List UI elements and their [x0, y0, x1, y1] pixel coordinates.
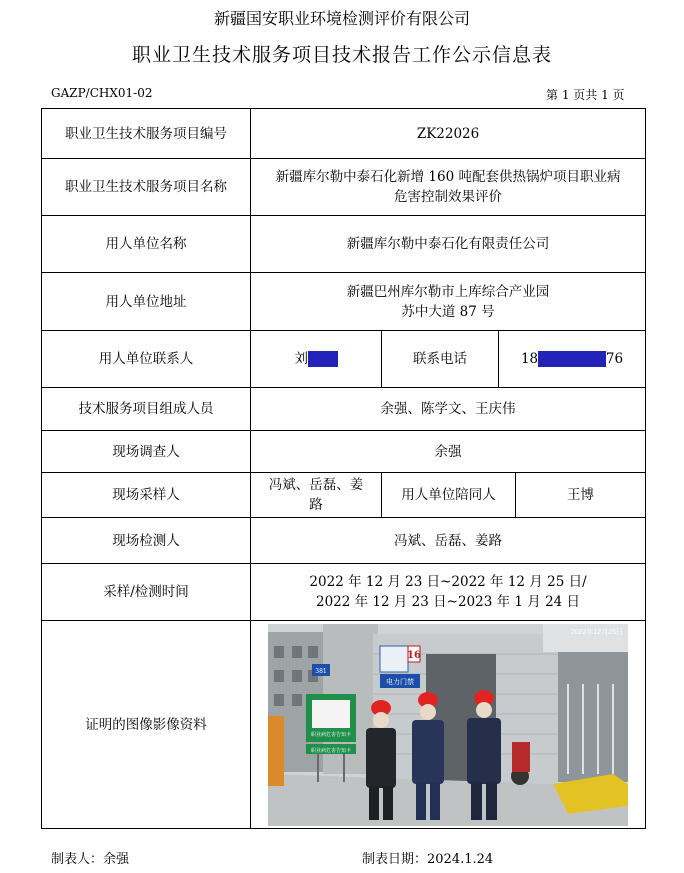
sampler-line2: 路 — [309, 497, 323, 513]
employer-address-label: 用人单位地址 — [42, 273, 251, 331]
contact-name-redaction: ■■ — [309, 351, 336, 367]
worker-1-coat — [366, 728, 396, 788]
phone-value — [499, 331, 646, 388]
row-time — [42, 564, 646, 621]
prepare-date: 制表日期：2024.1.24 — [362, 852, 494, 867]
image-label: 证明的图像影像资料 — [42, 621, 251, 829]
phone-redaction: ■■■■■ — [540, 351, 604, 367]
employer-name-label: 用人单位名称 — [42, 216, 251, 273]
form-title: 职业卫生技术服务项目技术报告工作公示信息表 — [131, 44, 552, 66]
document-number: GAZP/CHX01-02 — [51, 86, 153, 100]
gate-number: 16 — [407, 649, 421, 661]
row-project-name — [42, 159, 646, 216]
employer-address-line1: 新疆巴州库尔勒市上库综合产业园 — [346, 283, 550, 300]
project-name-value — [251, 159, 646, 216]
escort-label: 用人单位陪同人 — [382, 473, 516, 518]
worker-2-face — [420, 704, 436, 720]
green-sign-caption: 职业病危害告知卡 — [311, 731, 352, 738]
motorbike — [512, 742, 530, 772]
employer-name-value: 新疆库尔勒中泰石化有限责任公司 — [251, 216, 646, 273]
gate-info-board — [380, 646, 408, 672]
row-project-no — [42, 109, 646, 159]
preparer: 制表人：余强 — [51, 852, 130, 867]
worker-2-uniform — [412, 720, 444, 784]
photo-timestamp: 2022年12月25日 — [570, 628, 624, 636]
time-value — [251, 564, 646, 621]
project-name-line1: 新疆库尔勒中泰石化新增 160 吨配套供热锅炉项目职业病 — [275, 169, 621, 185]
row-contact — [42, 331, 646, 388]
employer-address-value — [251, 273, 646, 331]
row-employer-name — [42, 216, 646, 273]
escort-value: 王博 — [516, 473, 646, 518]
phone-label: 联系电话 — [382, 331, 499, 388]
worker-3-uniform — [467, 718, 501, 784]
phone-suffix: 76 — [605, 351, 624, 367]
surveyor-label: 现场调查人 — [42, 431, 251, 473]
blue-sign-text: 电力门禁 — [386, 677, 415, 686]
row-image — [42, 621, 646, 829]
contact-label: 用人单位联系人 — [42, 331, 251, 388]
contact-name-visible: 刘 — [294, 351, 308, 367]
image-cell — [251, 621, 646, 829]
row-tester — [42, 518, 646, 564]
tester-label: 现场检测人 — [42, 518, 251, 564]
team-value: 余强、陈学文、王庆伟 — [251, 388, 646, 431]
time-line1: 2022 年 12 月 23 日~2022 年 12 月 25 日/ — [309, 574, 587, 590]
time-label: 采样/检测时间 — [42, 564, 251, 621]
green-sign-lower-caption: 职业病危害告知卡 — [311, 747, 352, 754]
worker-1-face — [373, 712, 389, 728]
row-sampler — [42, 473, 646, 518]
sampler-line1: 冯斌、岳磊、姜 — [268, 477, 364, 493]
sampler-label: 现场采样人 — [42, 473, 251, 518]
project-name-line2: 危害控制效果评价 — [394, 189, 503, 205]
tester-value: 冯斌、岳磊、姜路 — [251, 518, 646, 564]
row-employer-address — [42, 273, 646, 331]
contact-name-value — [251, 331, 382, 388]
orange-pillar — [268, 716, 284, 786]
time-line2: 2022 年 12 月 23 日~2023 年 1 月 24 日 — [315, 594, 581, 610]
page-info: 第 1 页共 1 页 — [546, 88, 625, 102]
project-no-label: 职业卫生技术服务项目编号 — [42, 109, 251, 159]
phone-prefix: 18 — [520, 351, 539, 367]
worker-3-face — [476, 702, 492, 718]
site-photo-illustration — [268, 624, 628, 826]
project-name-label: 职业卫生技术服务项目名称 — [42, 159, 251, 216]
team-label: 技术服务项目组成人员 — [42, 388, 251, 431]
surveyor-value: 余强 — [251, 431, 646, 473]
project-no-value: ZK22026 — [251, 109, 646, 159]
info-table — [41, 108, 646, 829]
row-surveyor — [42, 431, 646, 473]
site-photo — [268, 624, 628, 826]
company-name: 新疆国安职业环境检测评价有限公司 — [213, 9, 470, 28]
green-sign-panel — [312, 700, 350, 728]
employer-address-line2: 苏中大道 87 号 — [401, 303, 495, 320]
sampler-value — [251, 473, 382, 518]
row-team — [42, 388, 646, 431]
bus-stop-number: 381 — [315, 667, 327, 675]
